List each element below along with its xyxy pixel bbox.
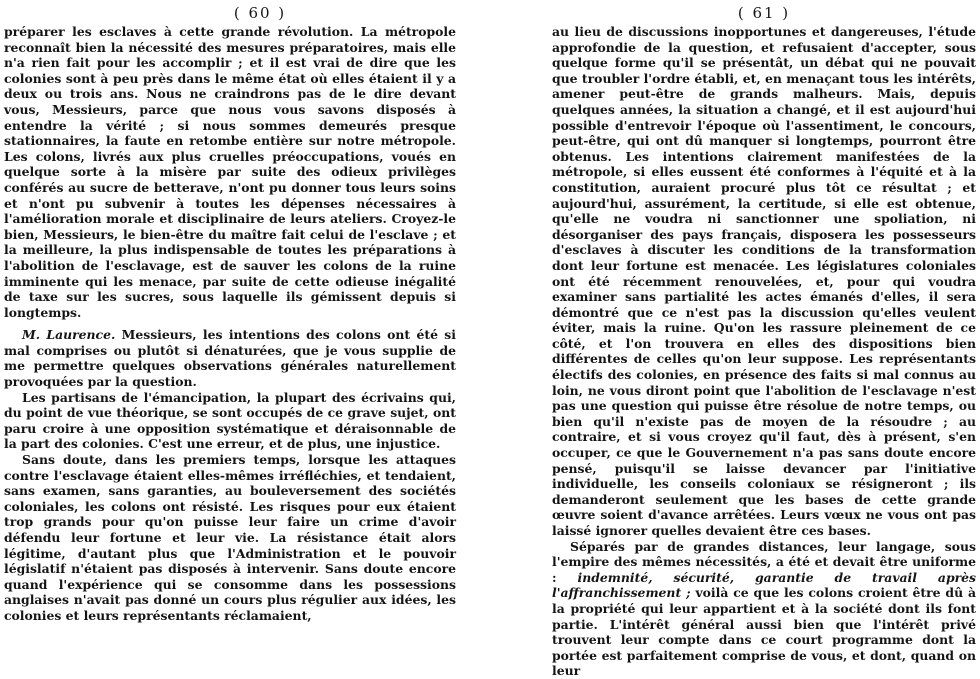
speaker-name: M. Laurence. [22,327,116,343]
page-gutter [470,0,540,641]
paragraph-continuation [4,24,456,320]
left-page [0,0,470,641]
paragraph-continuation [552,24,976,539]
paragraph-text: Messieurs, les intentions des colons ont été si mal comprises ou plutôt si dénaturées, que je vous supplie de me permettre quelques observations générales naturellement provoquées par la question. [4,327,456,390]
paragraph-text: au lieu de discussions inopportunes et dangereuses, l'étude approfondie de la question, et refusaient d'accepter, sous quelque forme qu'il se présentât, un débat qui ne pouvait que troubler l'ordre établi, et, en menaçant tous les intérêts, amener peut-être de grands malheurs. Mais, depuis quelques années, la situation a changé, et il est aujourd'hui possible d'entrevoir l'époque où l'assentiment, le concours, peut-être, qui ont dû manquer si longtemps, pourront être obtenus. Les intentions clairement manifestées de la métropole, si elles eussent été conformes à l'équité et à la constitution, auraient procuré plus tôt ce résultat ; et aujourd'hui, assurément, la certitude, si elle est obtenue, qu'elle ne voudra ni sanctionner une spoliation, ni désorganiser des pays français, disposera les possesseurs d'esclaves à discuter les conditions de la transformation dont leur fortune est menacée. Les législatures coloniales ont été récemment renouvelées, et, pour qui voudra examiner sans partialité les actes émanés d'elles, il sera démontré que ce n'est pas la discussion qu'elles veulent éviter, mais la ruine. Qu'on les rassure pleinement de ce côté, et l'on trouvera en elles des dispositions bien différentes de celles qu'on leur suppose. Les représentants électifs des colonies, en présence des faits si mal connus au loin, ne vous diront point que l'abolition de l'esclavage n'est pas une question qui puisse être résolue de notre temps, ou bien qu'il n'existe pas de moyen de la résoudre ; au contraire, et si vous croyez qu'il faut, dès à présent, s'en occuper, ce que le Gouvernement n'a pas sans doute encore pensé, puisqu'il se laisse devancer par l'initiative individuelle, les conseils coloniaux se résigneront ; ils demanderont seulement que les bases de cette grande œuvre soient d'avance arrêtées. Leurs vœux ne vous ont pas laissé ignorer quelles devaient être ces bases. [552,24,976,538]
paragraph [552,539,976,679]
emphasis-phrase: indemnité, sécurité, garantie de travail après l'affranchissement ; [552,569,976,601]
right-page [540,0,978,679]
paragraph-text: voilà ce que les colons croient être dû à la propriété qui leur appartient et à la société dont ils font partie. L'intérêt général aussi bien que l'intérêt privé trouvent leur compte dans ce court programme dont la portée est parfaitement comprise de vous, et dont, quand on leur [552,585,976,679]
page-number-left: ( 60 ) [233,4,287,22]
paragraph-text: Sans doute, dans les premiers temps, lorsque les attaques contre l'esclavage étaient elles-mêmes irréfléchies, et tendaient, sans examen, sans garanties, au bouleversement des sociétés coloniales, les colons ont résisté. Les risques pour eux étaient trop grands pour qu'on puisse leur faire un crime d'avoir défendu leur fortune et leur vie. La résistance était alors légitime, d'autant plus que l'Administration et le pouvoir législatif n'étaient pas disposés à intervenir. Sans doute encore quand l'expérience qui se consomme dans les possessions anglaises n'avait pas donné un cours plus régulier aux idées, les colonies et leurs représentants réclamaient, [4,452,456,623]
paragraph [4,390,456,452]
paragraph-text: Séparés par de grandes distances, leur langage, sous l'empire des mêmes nécessités, a été et devait être uniforme : [552,538,976,585]
page-number-right: ( 61 ) [737,4,791,22]
paragraph [4,452,456,624]
paragraph-speaker [4,327,456,389]
paragraph-text: préparer les esclaves à cette grande révolution. La métropole reconnaît bien la nécessité des mesures préparatoires, mais elle n'a rien fait pour les accomplir ; et il est vrai de dire que les colonies sont à peu près dans le même état où elles étaient il y a deux ou trois ans. Nous ne craindrons pas de le dire devant vous, Messieurs, parce que nous vous savons disposés à entendre la vérité ; si nous sommes demeurés presque stationnaires, la faute en retombe entière sur notre métropole. Les colons, livrés aux plus cruelles préoccupations, voués en quelque sorte à la misère par suite des odieux privilèges conférés au sucre de betterave, n'ont pu donner tous leurs soins et n'ont pu subvenir à toutes les dépenses nécessaires à l'amélioration morale et disciplinaire de leurs ateliers. Croyez-le bien, Messieurs, le bien-être du maître fait celui de l'esclave ; et la meilleure, la plus indispensable de toutes les préparations à l'abolition de l'esclavage, est de sauver les colons de la ruine imminente qui les menace, par suite de cette odieuse inégalité de taxe sur les sucres, sous laquelle ils gémissent depuis si longtemps. [4,24,456,320]
paragraph-text: Les partisans de l'émancipation, la plupart des écrivains qui, du point de vue théorique, se sont occupés de ce grave sujet, ont paru croire à une opposition systématique et déraisonnable de la part des colonies. C'est une erreur, et de plus, une injustice. [4,389,456,452]
